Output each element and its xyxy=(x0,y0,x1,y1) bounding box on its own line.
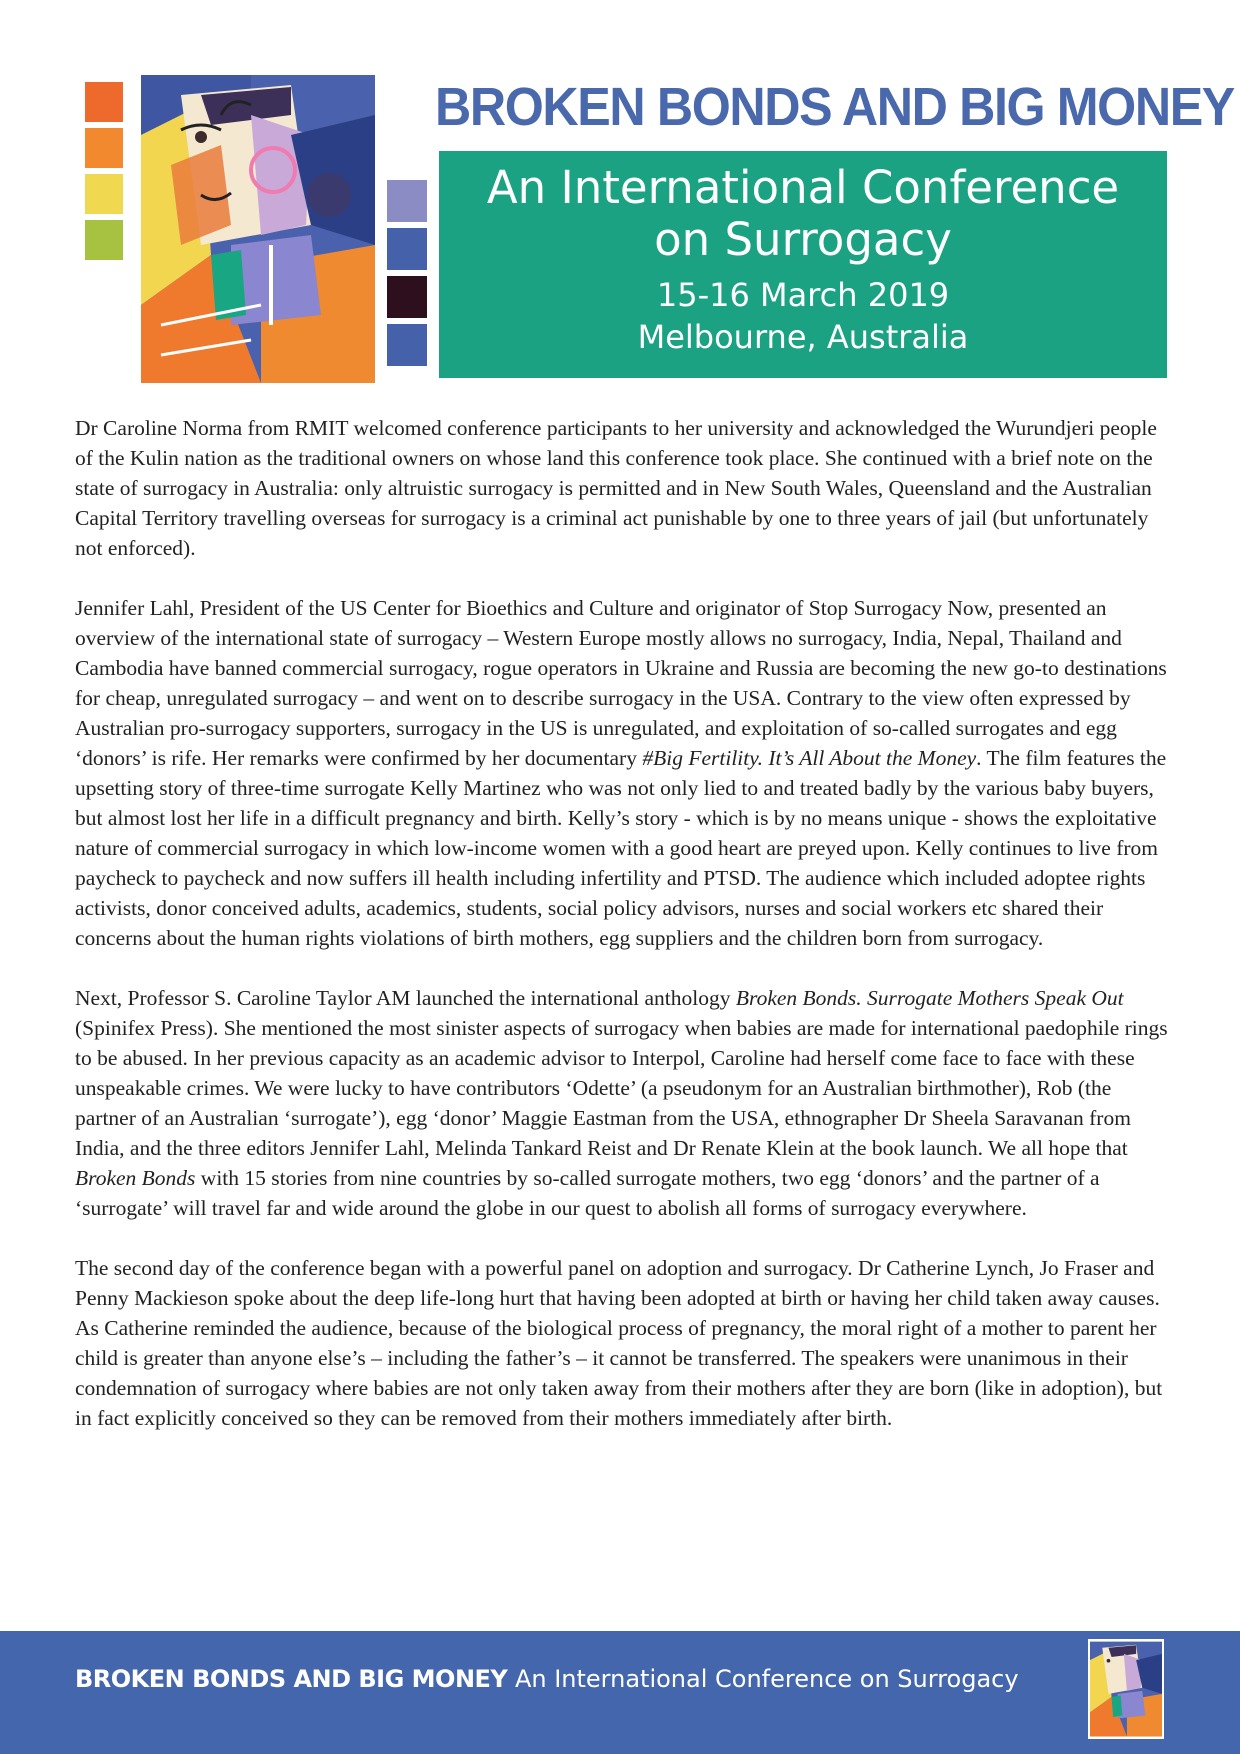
conference-location: Melbourne, Australia xyxy=(637,318,969,356)
color-swatches-left xyxy=(85,82,123,266)
paragraph-text: Dr Caroline Norma from RMIT welcomed conference participants to her university and acknowledged the Wurundjeri people of the Kulin nation as the traditional owners on whose land this conference took place. She continued with a brief note on the state of surrogacy in Australia: only altruistic surrogacy is permitted and in New South Wales, Queensland and the Australian Capital Territory travelling overseas for surrogacy is a criminal act punishable by one to three years of jail (but unfortunately not enforced). xyxy=(75,416,1157,560)
book-title: Broken Bonds xyxy=(75,1166,196,1190)
color-swatch xyxy=(387,324,427,366)
paragraph-text: The second day of the conference began with a powerful panel on adoption and surrogacy. Dr Catherine Lynch, Jo Fraser and Penny Mackieson spoke about the deep life-long hurt that having been adopted at birth or having her child taken away causes. As Catherine reminded the audience, because of the biological process of pregnancy, the moral right of a mother to parent her child is greater than anyone else’s – including the father’s – it cannot be transferred. The speakers were unanimous in their condemnation of surrogacy where babies are not only taken away from their mothers after they are born (like in adoption), but in fact explicitly conceived so they can be removed from their mothers immediately after birth. xyxy=(75,1256,1163,1430)
conference-subtitle-box xyxy=(439,151,1167,378)
conference-subtitle-line2: on Surrogacy xyxy=(654,213,952,266)
paragraph-text: Next, Professor S. Caroline Taylor AM launched the international anthology xyxy=(75,986,736,1010)
footer-logo xyxy=(1088,1639,1164,1739)
conference-title: BROKEN BONDS AND BIG MONEY xyxy=(435,77,1234,137)
cubist-portrait-logo-small xyxy=(1090,1641,1162,1737)
conference-subtitle-line1: An International Conference xyxy=(486,161,1120,214)
paragraph xyxy=(75,413,1170,563)
article-body xyxy=(75,413,1170,1463)
book-title: Broken Bonds. Surrogate Mothers Speak Out xyxy=(735,986,1124,1010)
color-swatches-right xyxy=(387,180,427,372)
footer-title: BROKEN BONDS AND BIG MONEY xyxy=(75,1665,508,1693)
footer-banner xyxy=(0,1631,1240,1754)
color-swatch xyxy=(387,180,427,222)
color-swatch xyxy=(85,220,123,260)
paragraph-text: (Spinifex Press). She mentioned the most sinister aspects of surrogacy when babies are made for international paedophile rings to be abused. In her previous capacity as an academic advisor to Interpol, Caroline had herself come face to face with these unspeakable crimes. We were lucky to have contributors ‘Odette’ (a pseudonym for an Australian birthmother), Rob (the partner of an Australian ‘surrogate’), egg ‘donor’ Maggie Eastman from the USA, ethnographer Dr Sheela Saravanan from India, and the three editors Jennifer Lahl, Melinda Tankard Reist and Dr Renate Klein at the book launch. We all hope that xyxy=(75,1016,1168,1160)
paragraph xyxy=(75,1253,1170,1433)
footer-subtitle: An International Conference on Surrogacy xyxy=(507,1665,1019,1693)
footer-text xyxy=(75,1663,1019,1695)
paragraph xyxy=(75,593,1170,953)
paragraph-text: . The film features the upsetting story of three-time surrogate Kelly Martinez who was not only lied to and treated badly by the various baby buyers, but almost lost her life in a difficult pregnancy and birth. Kelly’s story - which is by no means unique - shows the exploitative nature of commercial surrogacy in which low-income women with a good heart are preyed upon. Kelly continues to live from paycheck to paycheck and now suffers ill health including infertility and PTSD. The audience which included adoptee rights activists, donor conceived adults, academics, students, social policy advisors, nurses and social workers etc shared their concerns about the human rights violations of birth mothers, egg suppliers and the children born from surrogacy. xyxy=(75,746,1167,950)
conference-dates: 15-16 March 2019 xyxy=(656,276,950,314)
cubist-portrait-logo xyxy=(141,75,375,383)
documentary-title: #Big Fertility. It’s All About the Money xyxy=(642,746,977,770)
paragraph xyxy=(75,983,1170,1223)
color-swatch xyxy=(387,276,427,318)
color-swatch xyxy=(85,174,123,214)
paragraph-text: with 15 stories from nine countries by so-called surrogate mothers, two egg ‘donors’ and the partner of a ‘surrogate’ will travel far and wide around the globe in our quest to abolish all forms of surrogacy everywhere. xyxy=(75,1166,1100,1220)
color-swatch xyxy=(85,128,123,168)
paragraph-text: Jennifer Lahl, President of the US Center for Bioethics and Culture and originator of Stop Surrogacy Now, presented an overview of the international state of surrogacy – Western Europe mostly allows no surrogacy, India, Nepal, Thailand and Cambodia have banned commercial surrogacy, rogue operators in Ukraine and Russia are becoming the new go-to destinations for cheap, unregulated surrogacy – and went on to describe surrogacy in the USA. Contrary to the view often expressed by Australian pro-surrogacy supporters, surrogacy in the US is unregulated, and exploitation of so-called surrogates and egg ‘donors’ is rife. Her remarks were confirmed by her documentary xyxy=(75,596,1167,770)
color-swatch xyxy=(387,228,427,270)
color-swatch xyxy=(85,82,123,122)
